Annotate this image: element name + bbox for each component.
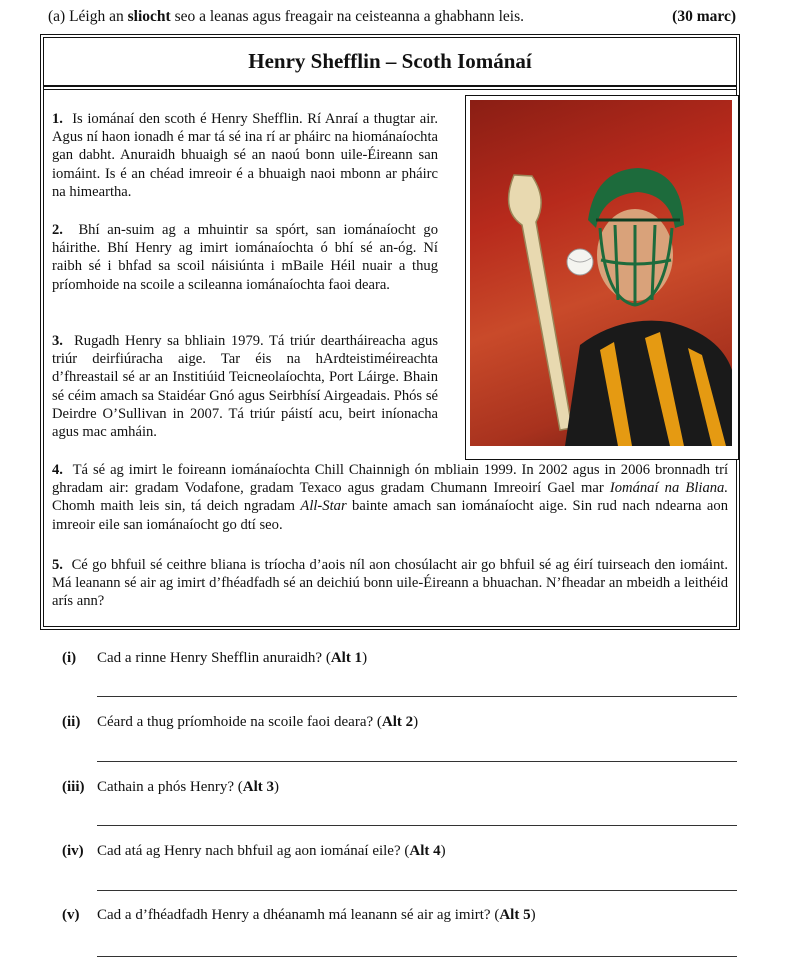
question-part: )	[362, 650, 368, 666]
question-part: )	[530, 907, 536, 923]
paragraph-number: 1.	[52, 111, 63, 127]
question-text	[97, 907, 536, 924]
part-label: (a)	[48, 8, 66, 25]
instruction-bold-word: sliocht	[127, 8, 171, 25]
answer-line-2[interactable]	[97, 761, 737, 762]
instruction-part: Léigh an	[65, 8, 128, 25]
paragraph-2	[52, 221, 438, 294]
paragraph-5	[52, 556, 728, 611]
question-text	[97, 714, 418, 731]
paragraph-text: bainte amach san iománaíocht aige. Sin rud nach ndearna aon imreoir eile san iománaíocht go dtí seo.	[52, 498, 728, 533]
question-1	[62, 650, 367, 667]
answer-line-4[interactable]	[97, 890, 737, 891]
passage-title: Henry Shefflin – Scoth Iománaí	[44, 38, 736, 87]
question-ref: Alt 4	[409, 843, 441, 859]
question-text	[97, 779, 279, 796]
instruction-part: seo a leanas agus freagair na ceisteanna a ghabhann leis.	[170, 8, 525, 25]
paragraph-text: Bhí an-suim ag a mhuintir sa spórt, san iománaíocht go háirithe. Bhí Henry ag imirt iománaíochta ó bhí sé an-óg. Ní raibh sé i bhfad sa scoil náisiúnta i mBaile Héil nuair a thug príomhoide na scoile a scileanna iománaíochta faoi deara.	[52, 222, 438, 293]
question-ref: Alt 2	[381, 714, 414, 730]
paragraph-number: 3.	[52, 333, 63, 349]
question-part: Cad atá ag Henry nach bhfuil ag aon iománaí eile? (	[97, 843, 410, 859]
question-part: Cathain a phós Henry? (	[97, 779, 243, 795]
instruction-line	[48, 8, 736, 26]
hurler-illustration	[470, 100, 732, 446]
paragraph-number: 2.	[52, 222, 63, 238]
question-number: (iii)	[62, 779, 85, 795]
paragraph-text: Tá sé ag imirt le foireann iománaíochta Chill Chainnigh ón mbliain 1999. In 2002 agus in 2006 bronnadh trí ghradam air: gradam Vodafone, gradam Texaco agus gradam Chumann Imreoirí Gael mar	[52, 462, 728, 497]
answer-line-1[interactable]	[97, 696, 737, 697]
marks-label: (30 marc)	[672, 8, 736, 25]
question-part: )	[274, 779, 280, 795]
question-4	[62, 843, 446, 860]
instruction-text	[48, 8, 524, 26]
question-text	[97, 650, 367, 667]
italic-award-name: All-Star	[300, 498, 347, 515]
question-part: Céard a thug príomhoide na scoile faoi deara? (	[97, 714, 382, 730]
question-part: Cad a rinne Henry Shefflin anuraidh? (	[97, 650, 331, 666]
paragraph-text: Rugadh Henry sa bhliain 1979. Tá triúr deartháireacha agus triúr deirfiúracha aige. Tar éis na hArdteistiméireachta d’fhreastail sé ar an Institiúid Teicneolaíochta, Port Láirge. Bhain sé céim amach sa Staidéar Gnó agus Seirbhísí Airgeadais. Phós sé Deirdre O’Sullivan in 2007. Tá triúr páistí acu, beirt iníonacha agus mac amháin.	[52, 333, 438, 441]
question-5	[62, 907, 536, 924]
paragraph-1	[52, 110, 438, 201]
question-part: )	[440, 843, 446, 859]
hurler-photo	[470, 100, 732, 446]
question-2	[62, 714, 418, 731]
paragraph-number: 5.	[52, 557, 63, 573]
question-number: (v)	[62, 907, 80, 923]
answer-line-3[interactable]	[97, 825, 737, 826]
question-part: Cad a d’fhéadfadh Henry a dhéanamh má leanann sé air ag imirt? (	[97, 907, 500, 923]
italic-award-name: Iománaí na Bliana.	[609, 480, 728, 497]
passage-box	[43, 37, 737, 627]
question-number: (ii)	[62, 714, 81, 730]
paragraph-3	[52, 332, 438, 441]
question-ref: Alt 5	[499, 907, 531, 923]
question-part: )	[413, 714, 419, 730]
question-text	[97, 843, 446, 860]
paragraph-4	[52, 461, 728, 534]
photo-frame	[465, 95, 739, 460]
question-number: (iv)	[62, 843, 84, 859]
question-ref: Alt 3	[242, 779, 275, 795]
question-3	[62, 779, 279, 796]
paragraph-number: 4.	[52, 462, 63, 478]
question-ref: Alt 1	[330, 650, 363, 666]
paragraph-text: Cé go bhfuil sé ceithre bliana is tríocha d’aois níl aon chosúlacht air go bhfuil sé ag éirí tuirseach den iomáint. Má leanann sé air ag imirt d’fhéadfadh sé an deichiú bonn uile-Éireann a bhuachan. N’fheadar an mbeidh a leithéid arís ann?	[52, 557, 728, 610]
question-number: (i)	[62, 650, 77, 666]
paragraph-text: Is iománaí den scoth é Henry Shefflin. Rí Anraí a thugtar air. Agus ní haon ionadh é mar tá sé ina rí ar pháirc na hiománaíochta gan dabht. Anuraidh bhuaigh sé an naoú bonn uile-Éireann san iomáint. Is é an chéad imreoir é a bhuaigh naoi mbonn ar pháirc na himeartha.	[52, 111, 438, 200]
answer-line-5[interactable]	[97, 956, 737, 957]
paragraph-text: Chomh maith leis sin, tá deich ngradam	[52, 498, 301, 515]
